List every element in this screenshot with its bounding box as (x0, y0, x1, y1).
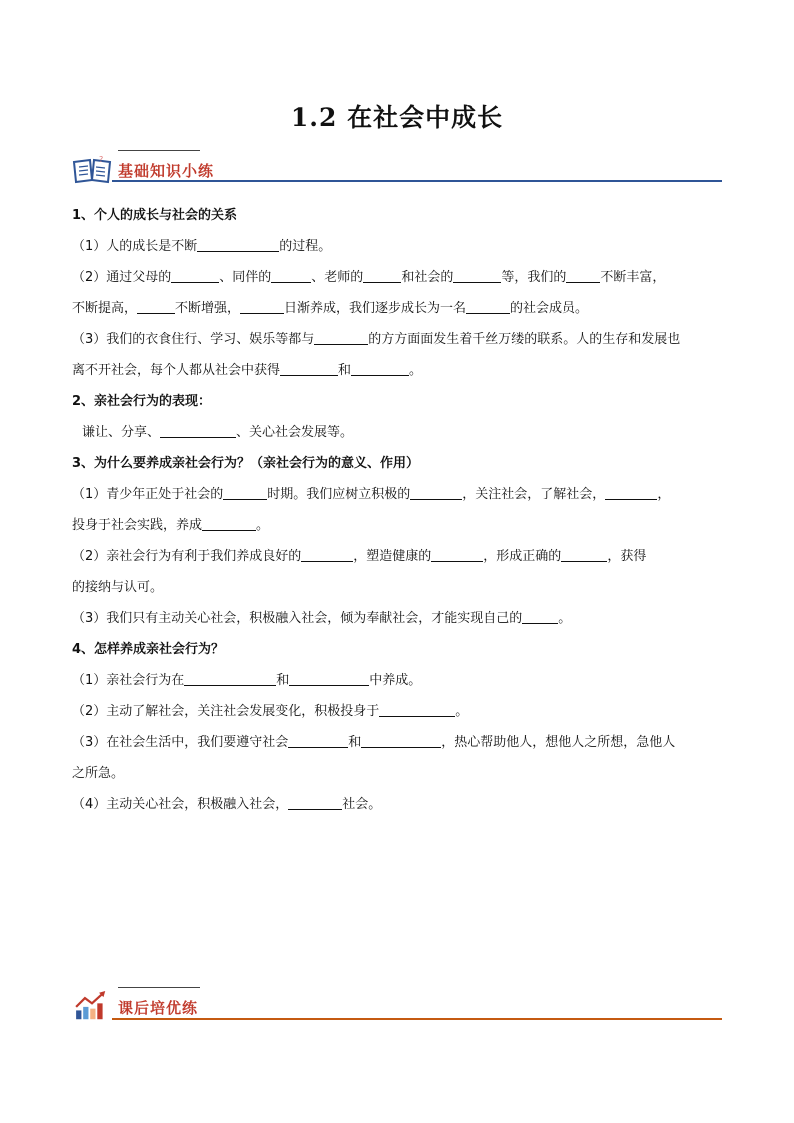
answer-blank[interactable] (197, 237, 279, 252)
answer-blank[interactable] (240, 299, 284, 314)
answer-blank[interactable] (288, 733, 348, 748)
answer-blank[interactable] (379, 702, 455, 717)
growth-chart-icon (72, 991, 112, 1021)
answer-blank[interactable] (431, 547, 483, 562)
answer-blank[interactable] (288, 795, 342, 810)
answer-blank[interactable] (410, 485, 462, 500)
answer-blank[interactable] (605, 485, 657, 500)
section-header-basic (72, 148, 722, 188)
question-item: （1）青少年正处于社会的 时期。我们应树立积极的 ，关注社会，了解社会， ， 投身于社会实践，养成 。 (72, 487, 671, 533)
answer-blank[interactable] (202, 516, 256, 531)
open-book-icon (72, 154, 112, 184)
answer-blank[interactable] (314, 330, 368, 345)
question-item: 谦让、分享、 、关心社会发展等。 (82, 425, 354, 440)
section-label: 基础知识小练 (118, 162, 215, 180)
answer-blank[interactable] (184, 671, 276, 686)
question-item: （2）主动了解社会，关注社会发展变化，积极投身于 。 (72, 704, 469, 719)
answer-blank[interactable] (280, 361, 338, 376)
answer-blank[interactable] (137, 299, 175, 314)
decorative-line (118, 987, 200, 988)
answer-blank[interactable] (271, 268, 311, 283)
answer-blank[interactable] (363, 268, 401, 283)
answer-blank[interactable] (566, 268, 600, 283)
answer-blank[interactable] (522, 609, 558, 624)
question-heading: 2、亲社会行为的表现： (72, 394, 212, 409)
question-item: （3）我们的衣食住行、学习、娱乐等都与 的方方面面发生着千丝万缕的联系。人的生存和发展也 离不开社会，每个人都从社会中获得 和 。 (72, 332, 681, 378)
section-rule (112, 1018, 722, 1020)
answer-blank[interactable] (561, 547, 607, 562)
section-label: 课后培优练 (118, 999, 199, 1017)
question-item: （3）在社会生活中，我们要遵守社会 和 ，热心帮助他人，想他人之所想，急他人 之所急。 (72, 735, 676, 781)
answer-blank[interactable] (453, 268, 501, 283)
answer-blank[interactable] (160, 423, 236, 438)
question-item: （1）亲社会行为在 和 中养成。 (72, 673, 422, 688)
svg-text:?: ? (99, 155, 104, 164)
question-item: （3）我们只有主动关心社会，积极融入社会，倾为奉献社会，才能实现自己的 。 (72, 611, 572, 626)
question-heading: 1、个人的成长与社会的关系 (72, 208, 238, 223)
answer-blank[interactable] (361, 733, 441, 748)
answer-blank[interactable] (171, 268, 219, 283)
question-item: （4）主动关心社会，积极融入社会， 社会。 (72, 797, 382, 812)
answer-blank[interactable] (466, 299, 510, 314)
answer-blank[interactable] (289, 671, 369, 686)
question-item: （2）通过父母的 、同伴的 、老师的 和社会的 等，我们的 不断丰富， 不断提高， 不断增强， 日渐养成，我们逐步成长为一名 的社会成员。 (72, 270, 666, 316)
decorative-line (118, 150, 200, 151)
answer-blank[interactable] (301, 547, 353, 562)
answer-blank[interactable] (223, 485, 267, 500)
exercise-content (72, 200, 722, 820)
page-title: 1.2 在社会中成长 (290, 103, 504, 132)
question-item: （2）亲社会行为有利于我们养成良好的 ，塑造健康的 ，形成正确的 ，获得 的接纳与认可。 (72, 549, 647, 595)
section-rule (112, 180, 722, 182)
question-heading: 4、怎样养成亲社会行为？ (72, 642, 225, 657)
question-heading: 3、为什么要养成亲社会行为？（亲社会行为的意义、作用） (72, 456, 420, 471)
answer-blank[interactable] (351, 361, 409, 376)
section-header-advanced (72, 985, 722, 1025)
question-item: （1）人的成长是不断 的过程。 (72, 239, 332, 254)
